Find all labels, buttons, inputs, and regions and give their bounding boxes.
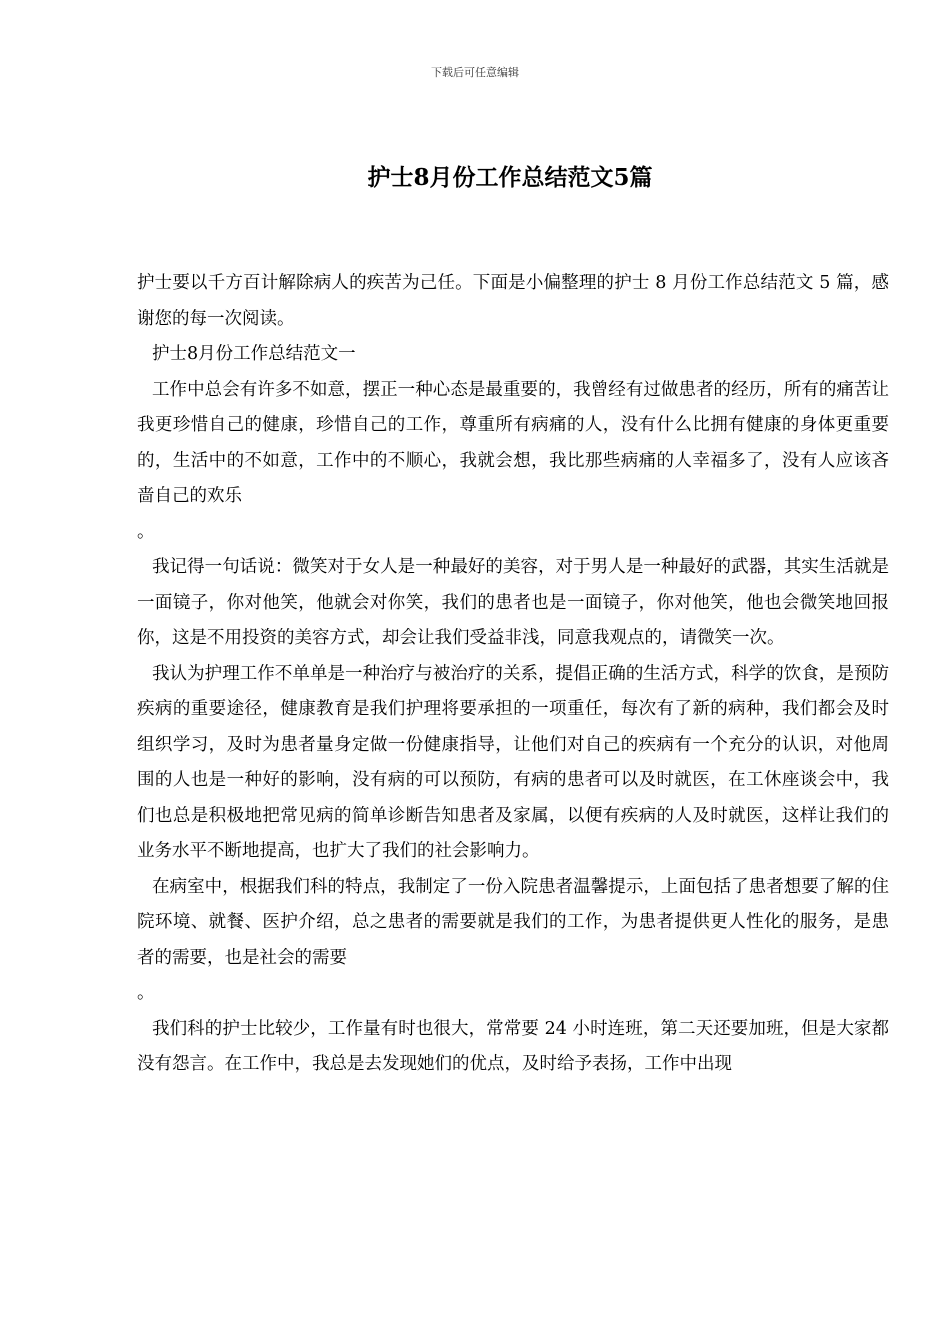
body-paragraph: 我记得一句话说：微笑对于女人是一种最好的美容，对于男人是一种最好的武器，其实生活就是一面镜子，你对他笑，他就会对你笑，我们的患者也是一面镜子，你对他笑，他也会微笑地回报你，这是不用投资的美容方式，却会让我们受益非浅，同意我观点的，请微笑一次。 [137,557,889,648]
body-paragraph: 。 [137,983,155,1003]
document-title: 护士8月份工作总结范文5篇 [367,164,653,191]
body-paragraph: 工作中总会有许多不如意，摆正一种心态是最重要的，我曾经有过做患者的经历，所有的痛苦让我更珍惜自己的健康，珍惜自己的工作，尊重所有病痛的人，没有什么比拥有健康的身体更重要的，生活中的不如意，工作中的不顺心，我就会想，我比那些病痛的人幸福多了，没有人应该吝啬自己的欢乐 [137,379,889,506]
body-paragraph: 在病室中，根据我们科的特点，我制定了一份入院患者温馨提示，上面包括了患者想要了解的住院环境、就餐、医护介绍，总之患者的需要就是我们的工作，为患者提供更人性化的服务，是患者的需要，也是社会的需要 [137,876,889,968]
body-paragraph: 我们科的护士比较少，工作量有时也很大，常常要 24 小时连班，第二天还要加班，但是大家都没有怨言。在工作中，我总是去发现她们的优点，及时给予表扬，工作中出现 [137,1018,889,1074]
header-note: 下载后可任意编辑 [431,66,519,79]
body-paragraph: 我认为护理工作不单单是一种治疗与被治疗的关系，提倡正确的生活方式，科学的饮食，是预防疾病的重要途径，健康教育是我们护理将要承担的一项重任，每次有了新的病种，我们都会及时组织学习，及时为患者量身定做一份健康指导，让他们对自己的疾病有一个充分的认识，对他周围的人也是一种好的影响，没有病的可以预防，有病的患者可以及时就医，在工休座谈会中，我们也总是积极地把常见病的简单诊断告知患者及家属，以便有疾病的人及时就医，这样让我们的业务水平不断地提高，也扩大了我们的社会影响力。 [137,663,889,861]
intro-paragraph: 护士要以千方百计解除病人的疾苦为己任。下面是小偏整理的护士 8 月份工作总结范文 5 篇，感谢您的每一次阅读。 [137,273,889,329]
document-body [137,266,889,1083]
body-paragraph: 。 [137,521,155,542]
section-heading: 护士8月份工作总结范文一 [152,344,356,364]
